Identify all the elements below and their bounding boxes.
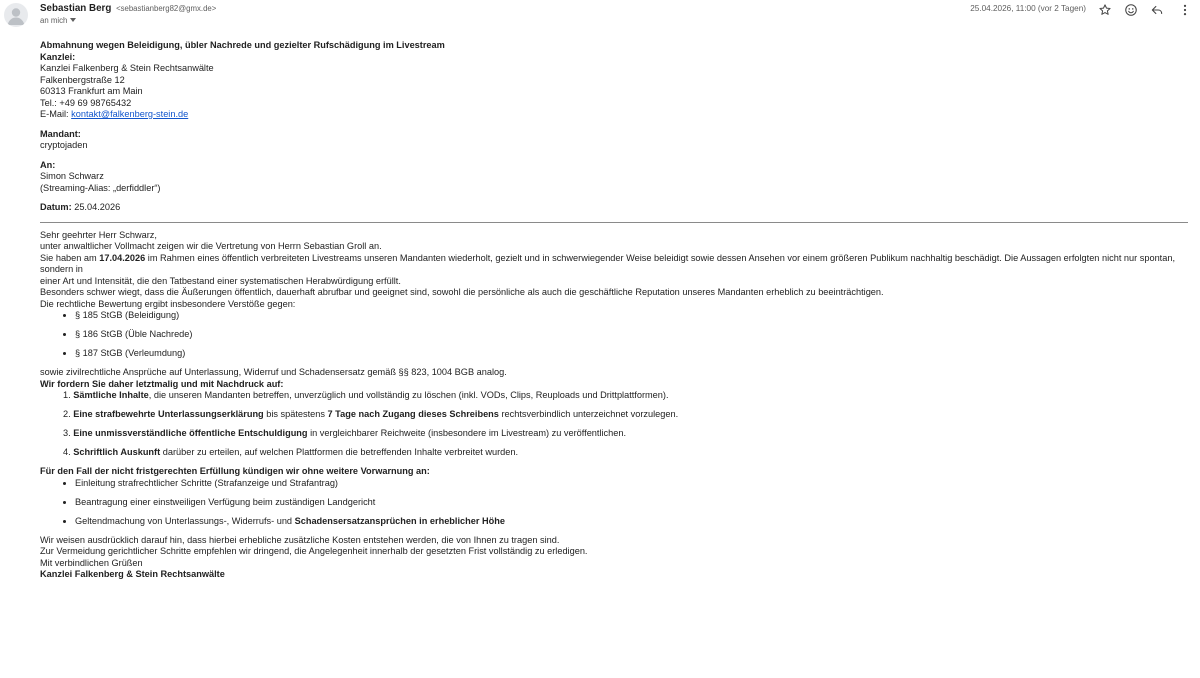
signature: Kanzlei Falkenberg & Stein Rechtsanwälte	[40, 569, 225, 579]
text-segment: einer Art und Intensität, die den Tatbestand einer systematischen Herabwürdigung erfüllt.	[40, 275, 401, 286]
mandant-label: Mandant:	[40, 128, 81, 139]
intro-paragraph: unter anwaltlicher Vollmacht zeigen wir die Vertretung von Herrn Sebastian Groll an.	[40, 241, 382, 251]
list-number: 2.	[63, 409, 74, 419]
subject: Abmahnung wegen Beleidigung, übler Nachrede und gezielter Rufschädigung im Livestream	[40, 40, 445, 50]
consequence-heading: Für den Fall der nicht fristgerechten Erfüllung kündigen wir ohne weitere Vorwarnung an:	[40, 466, 430, 476]
list-item: § 185 StGB (Beleidigung)	[40, 310, 1190, 322]
kanzlei-line: 60313 Frankfurt am Main	[40, 86, 143, 96]
text-segment: Sie haben am	[40, 252, 100, 263]
reply-icon[interactable]	[1148, 1, 1166, 19]
paragraph-incident	[40, 253, 1190, 288]
kanzlei-label: Kanzlei:	[40, 51, 76, 62]
email-label: E-Mail:	[40, 109, 72, 119]
datum-label: Datum:	[40, 202, 72, 212]
text-segment: rechtsverbindlich unterzeichnet vorzulegen.	[498, 409, 679, 419]
recipient-details[interactable]	[40, 16, 76, 25]
demand-list	[40, 390, 1190, 459]
list-item	[40, 390, 1190, 402]
datum-line	[40, 202, 1190, 214]
kanzlei-email-line	[40, 109, 1190, 121]
paragraph-legal: Die rechtliche Bewertung ergibt insbesondere Verstöße gegen:	[40, 298, 296, 309]
message-date: 25.04.2026, 11:00 (vor 2 Tagen)	[970, 4, 1086, 13]
text-segment: 7 Tage nach Zugang dieses Schreibens	[327, 409, 499, 419]
an-line: Simon Schwarz	[40, 171, 104, 181]
an-line: (Streaming-Alias: „derfiddler“)	[40, 182, 161, 193]
closing: Mit verbindlichen Grüßen	[40, 557, 143, 568]
list-item: § 187 StGB (Verleumdung)	[40, 348, 1190, 360]
kanzlei-line: Falkenbergstraße 12	[40, 74, 125, 85]
law-list	[40, 310, 1190, 360]
list-number: 3.	[63, 428, 74, 438]
emoji-icon[interactable]	[1122, 1, 1140, 19]
recipient-label: an mich	[40, 16, 68, 25]
text-segment: Sämtliche Inhalte	[73, 390, 149, 400]
paragraph-severity: Besonders schwer wiegt, dass die Äußerungen öffentlich, dauerhaft abrufbar und geeignet sind, sowohl die persönliche als auch die geschäftliche Reputation unseres Mandanten erheblich zu beeinträchtigen.	[40, 287, 884, 297]
list-item: Einleitung strafrechtlicher Schritte (Strafanzeige und Strafantrag)	[40, 478, 1190, 490]
list-number: 1.	[63, 390, 74, 400]
text-segment: , die unseren Mandanten betreffen, unverzüglich und vollständig zu löschen (inkl. VODs, Clips, Reuploads und Drittplattformen).	[148, 390, 669, 400]
text-segment: in vergleichbarer Reichweite (insbesondere im Livestream) zu veröffentlichen.	[307, 428, 627, 438]
list-item	[40, 409, 1190, 421]
datum-value: 25.04.2026	[71, 202, 121, 212]
text-segment: Schadensersatzansprüchen in erheblicher Höhe	[294, 515, 505, 526]
consequence-list	[40, 478, 1190, 528]
avatar[interactable]	[4, 3, 28, 27]
list-item: § 186 StGB (Üble Nachrede)	[40, 329, 1190, 341]
demand-heading: Wir fordern Sie daher letztmalig und mit Nachdruck auf:	[40, 378, 284, 389]
an-label: An:	[40, 159, 56, 170]
paragraph-costs: Wir weisen ausdrücklich darauf hin, dass hierbei erhebliche zusätzliche Kosten entstehen werden, die von Ihnen zu tragen sind.	[40, 534, 560, 545]
text-segment: im Rahmen eines öffentlich verbreiteten Livestreams unseren Mandanten wiederholt, gezielt und in schwerwiegender Weise beleidigt sowie dessen Ansehen vor einem größeren Publikum nachhaltig beschädigt. Die Aussagen erfolgten nicht nur spontan, sondern in	[40, 252, 1176, 274]
list-item	[40, 447, 1190, 459]
paragraph-civil: sowie zivilrechtliche Ansprüche auf Unterlassung, Widerruf und Schadensersatz gemäß §§ 823, 1004 BGB analog.	[40, 367, 507, 377]
text-segment: Eine unmissverständliche öffentliche Entschuldigung	[73, 428, 308, 438]
text-segment: Geltendmachung von Unterlassungs-, Widerrufs- und	[75, 515, 295, 526]
star-icon[interactable]	[1096, 1, 1114, 19]
divider	[40, 222, 1188, 223]
kanzlei-block	[40, 52, 1190, 121]
list-item	[40, 516, 1190, 528]
chevron-down-icon	[70, 18, 76, 22]
more-icon[interactable]	[1176, 1, 1194, 19]
paragraph-deadline: Zur Vermeidung gerichtlicher Schritte empfehlen wir dringend, die Angelegenheit innerhalb der gesetzten Frist vollständig zu erledigen.	[40, 546, 588, 556]
email-link[interactable]: kontakt@falkenberg-stein.de	[71, 109, 189, 119]
recipient-block	[40, 160, 1190, 195]
sender-name: Sebastian Berg	[40, 3, 112, 14]
text-segment: bis spätestens	[263, 409, 328, 419]
list-item	[40, 428, 1190, 440]
text-segment: darüber zu erteilen, auf welchen Plattformen die betreffenden Inhalte verbreitet wurden.	[160, 447, 519, 457]
text-segment: Eine strafbewehrte Unterlassungserklärung	[73, 409, 264, 419]
mandant-value: cryptojaden	[40, 140, 88, 150]
mandant-block	[40, 129, 1190, 152]
kanzlei-line: Kanzlei Falkenberg & Stein Rechtsanwälte	[40, 63, 214, 73]
list-item: Beantragung einer einstweiligen Verfügung beim zuständigen Landgericht	[40, 497, 1190, 509]
sender-email: <sebastianberg82@gmx.de>	[116, 4, 217, 13]
kanzlei-line: Tel.: +49 69 98765432	[40, 97, 132, 108]
message-body	[40, 40, 1190, 581]
list-number: 4.	[63, 447, 74, 457]
sender[interactable]	[40, 3, 216, 14]
message-header	[0, 0, 1200, 30]
incident-date: 17.04.2026	[99, 252, 146, 263]
person-icon	[4, 3, 28, 27]
text-segment: Schriftlich Auskunft	[73, 447, 161, 457]
greeting: Sehr geehrter Herr Schwarz,	[40, 229, 157, 240]
